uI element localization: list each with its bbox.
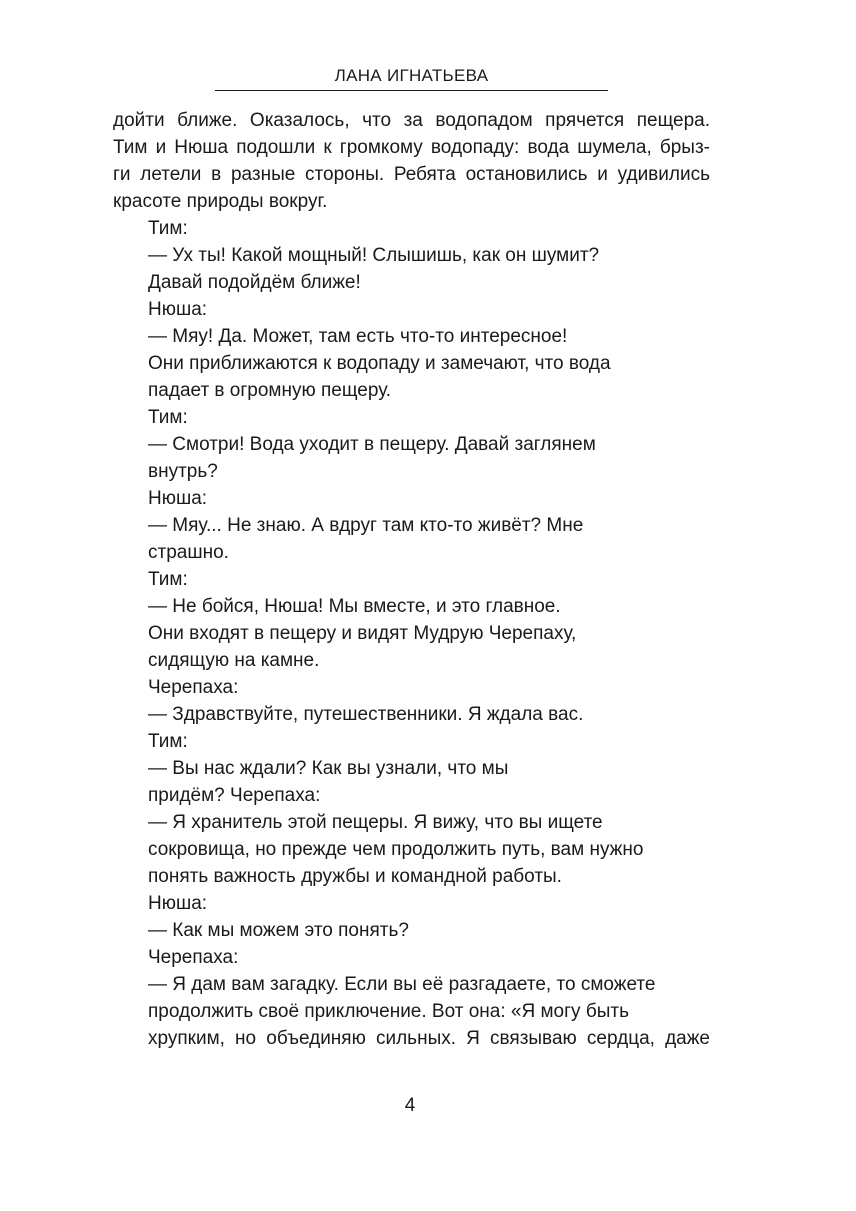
speaker-label: Нюша: — [148, 893, 208, 914]
dialogue-line: — Не бойся, Нюша! Мы вместе, и это главное. — [148, 596, 561, 617]
dialogue-line: — Я дам вам загадку. Если вы её разгадаете, то сможете — [148, 974, 656, 995]
narration-line: падает в огромную пещеру. — [148, 380, 392, 401]
page-number: 4 — [404, 1095, 416, 1116]
text-line: красоте природы вокруг. — [113, 191, 328, 212]
dialogue-line: — Ух ты! Какой мощный! Слышишь, как он шумит? — [148, 245, 600, 266]
dialogue-line: Давай подойдём ближе! — [148, 272, 361, 293]
dialogue-line: хрупким, но объединяю сильных. Я связываю сердца, даже — [148, 1028, 710, 1049]
dialogue-line: продолжить своё приключение. Вот она: «Я могу быть — [148, 1001, 629, 1022]
running-head-author: ЛАНА ИГНАТЬЕВА — [334, 66, 489, 85]
header-rule — [215, 90, 608, 91]
dialogue-line: внутрь? — [148, 461, 218, 482]
speaker-label: Тим: — [148, 218, 188, 239]
dialogue-line: — Здравствуйте, путешественники. Я ждала вас. — [148, 704, 584, 725]
dialogue-line: сокровища, но прежде чем продолжить путь, вам нужно — [148, 839, 644, 860]
narration-line: Они приближаются к водопаду и замечают, что вода — [148, 353, 611, 374]
dialogue-line: — Я хранитель этой пещеры. Я вижу, что вы ищете — [148, 812, 603, 833]
dialogue-line: страшно. — [148, 542, 229, 563]
speaker-label: Черепаха: — [148, 677, 239, 698]
dialogue-line: — Смотри! Вода уходит в пещеру. Давай заглянем — [148, 434, 596, 455]
speaker-label: Тим: — [148, 407, 188, 428]
dialogue-line: — Мяу... Не знаю. А вдруг там кто-то живёт? Мне — [148, 515, 584, 536]
text-line: дойти ближе. Оказалось, что за водопадом прячется пещера. — [113, 110, 710, 131]
dialogue-line: — Вы нас ждали? Как вы узнали, что мы — [148, 758, 509, 779]
dialogue-line: понять важность дружбы и командной работы. — [148, 866, 562, 887]
speaker-label: Нюша: — [148, 488, 208, 509]
speaker-label: Черепаха: — [148, 947, 239, 968]
dialogue-line: — Как мы можем это понять? — [148, 920, 409, 941]
dialogue-line: — Мяу! Да. Может, там есть что-то интересное! — [148, 326, 568, 347]
speaker-label: Тим: — [148, 569, 188, 590]
narration-line: сидящую на камне. — [148, 650, 320, 671]
body-text — [113, 107, 710, 1052]
narration-line: Они входят в пещеру и видят Мудрую Черепаху, — [148, 623, 577, 644]
speaker-label: Нюша: — [148, 299, 208, 320]
text-line: ги летели в разные стороны. Ребята остановились и удивились — [113, 164, 710, 185]
text-line: Тим и Нюша подошли к громкому водопаду: вода шумела, брыз- — [113, 137, 710, 158]
dialogue-line: придём? Черепаха: — [148, 785, 321, 806]
speaker-label: Тим: — [148, 731, 188, 752]
